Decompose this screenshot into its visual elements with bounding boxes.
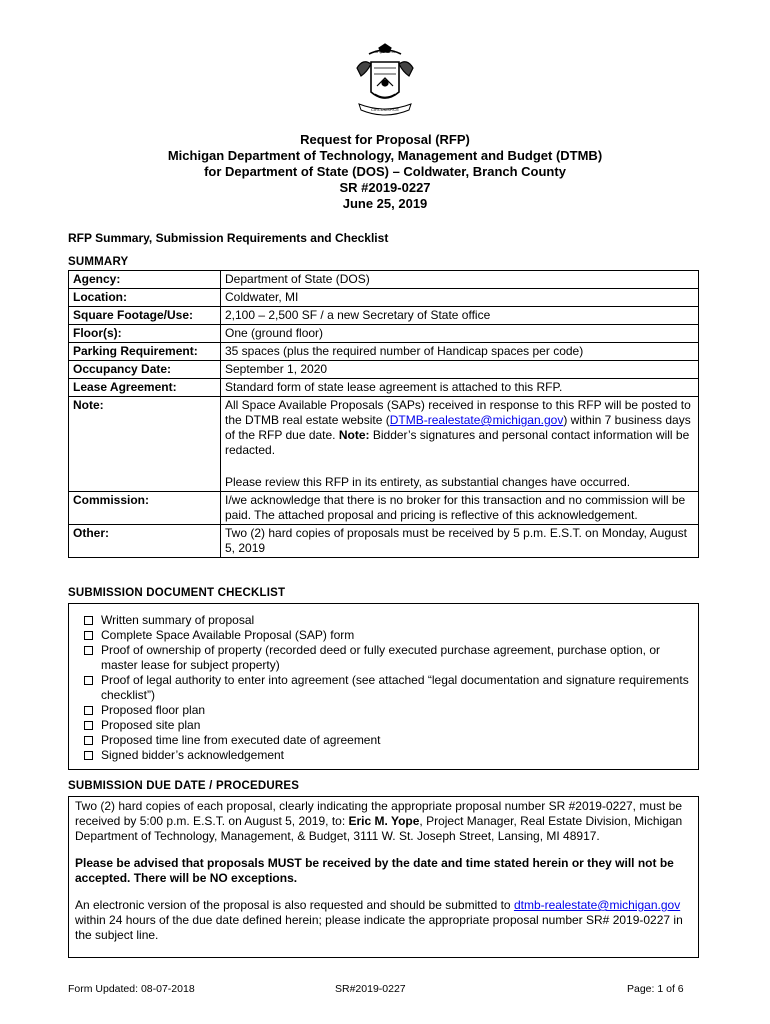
note-review-paragraph: Please review this RFP in its entirety, as substantial changes have occurred. xyxy=(225,475,631,489)
michigan-state-seal xyxy=(349,42,421,122)
footer-form-updated: Form Updated: 08-07-2018 xyxy=(68,983,195,995)
checklist-item[interactable]: Proof of legal authority to enter into agreement (see attached “legal documentation and signature requirements checklist”) xyxy=(84,673,698,703)
document-title xyxy=(0,132,770,212)
checklist-item[interactable]: Written summary of proposal xyxy=(84,613,698,628)
due-warning: Please be advised that proposals MUST be received by the date and time stated herein or they will not be accepted. There will be NO exceptions. xyxy=(75,856,674,885)
dtmb-website-link[interactable]: DTMB-realestate@michigan.gov xyxy=(389,413,564,427)
table-row: Floor(s): One (ground floor) xyxy=(69,325,699,343)
checkbox[interactable] xyxy=(84,721,93,730)
note-paragraph: All Space Available Proposals (SAPs) received in response to this RFP will be posted to the DTMB real estate website (DTMB-realestate@michigan.gov) within 7 business days of the RFP due date. Note: Bidder’s signatures and personal contact information will be redacted. xyxy=(225,398,691,457)
title-line-1: Request for Proposal (RFP) xyxy=(300,132,470,147)
checklist-item[interactable]: Signed bidder’s acknowledgement xyxy=(84,748,698,763)
checkbox[interactable] xyxy=(84,676,93,685)
table-row: Occupancy Date: September 1, 2020 xyxy=(69,361,699,379)
checkbox[interactable] xyxy=(84,736,93,745)
title-line-4: SR #2019-0227 xyxy=(339,180,431,195)
checklist-item[interactable]: Proposed time line from executed date of agreement xyxy=(84,733,698,748)
email-link[interactable]: dtmb-realestate@michigan.gov xyxy=(513,898,681,912)
checkbox[interactable] xyxy=(84,616,93,625)
checklist-box xyxy=(68,603,699,770)
subheading: RFP Summary, Submission Requirements and Checklist xyxy=(68,231,389,245)
table-row-note: Note: All Space Available Proposals (SAPs) received in response to this RFP will be posted to the DTMB real estate website (DTMB-realestate@michigan.gov) within 7 business days of the RFP due date. Note: Bidder’s signatures and personal contact information will be redacted. Please review this RFP in its entirety, as substantial changes have occurred. xyxy=(69,397,699,492)
summary-heading: SUMMARY xyxy=(68,256,129,268)
title-line-2: Michigan Department of Technology, Management and Budget (DTMB) xyxy=(167,148,603,163)
table-row: Lease Agreement: Standard form of state lease agreement is attached to this RFP. xyxy=(69,379,699,397)
due-paragraph-3: An electronic version of the proposal is also requested and should be submitted to dtmb-realestate@michigan.gov within 24 hours of the due date defined herein; please indicate the appropriate proposal number SR# 2019-0227 in the subject line. xyxy=(75,898,683,942)
checklist-item[interactable]: Proposed site plan xyxy=(84,718,698,733)
checklist-item[interactable]: Proof of ownership of property (recorded deed or fully executed purchase agreement, purchase option, or master lease for subject property) xyxy=(84,643,698,673)
table-row-other: Other: Two (2) hard copies of proposals must be received by 5 p.m. E.S.T. on Monday, August 5, 2019 xyxy=(69,525,699,558)
checkbox[interactable] xyxy=(84,646,93,655)
footer-page-number: Page: 1 of 6 xyxy=(627,983,684,995)
table-row: Agency: Department of State (DOS) xyxy=(69,271,699,289)
svg-text:SI QUAERIS: SI QUAERIS xyxy=(374,50,396,54)
title-line-3: for Department of State (DOS) – Coldwater, Branch County xyxy=(204,164,566,179)
table-row: Location: Coldwater, MI xyxy=(69,289,699,307)
due-paragraph-1: Two (2) hard copies of each proposal, clearly indicating the appropriate proposal number SR #2019-0227, must be received by 5:00 p.m. E.S.T. on August 5, 2019, to: Eric M. Yope, Project Manager, Real Estate Division, Michigan Department of Technology, Management, & Budget, 3111 W. St. Joseph Street, Lansing, MI 48917. xyxy=(75,799,683,843)
due-date-heading: SUBMISSION DUE DATE / PROCEDURES xyxy=(68,780,300,792)
table-row: Square Footage/Use: 2,100 – 2,500 SF / a new Secretary of State office xyxy=(69,307,699,325)
table-row-commission: Commission: I/we acknowledge that there is no broker for this transaction and no commission will be paid. The attached proposal and pricing is reflective of this acknowledgement. xyxy=(69,492,699,525)
checkbox[interactable] xyxy=(84,751,93,760)
svg-text:CIRCUMSPICE: CIRCUMSPICE xyxy=(370,107,400,112)
title-line-5: June 25, 2019 xyxy=(342,196,428,211)
checklist-item[interactable]: Proposed floor plan xyxy=(84,703,698,718)
checklist-heading: SUBMISSION DOCUMENT CHECKLIST xyxy=(68,587,286,599)
table-row: Parking Requirement: 35 spaces (plus the required number of Handicap spaces per code) xyxy=(69,343,699,361)
checkbox[interactable] xyxy=(84,706,93,715)
checkbox[interactable] xyxy=(84,631,93,640)
due-date-box xyxy=(68,796,699,958)
footer-sr-number: SR#2019-0227 xyxy=(335,983,406,995)
summary-table xyxy=(68,270,699,558)
checklist-item[interactable]: Complete Space Available Proposal (SAP) form xyxy=(84,628,698,643)
